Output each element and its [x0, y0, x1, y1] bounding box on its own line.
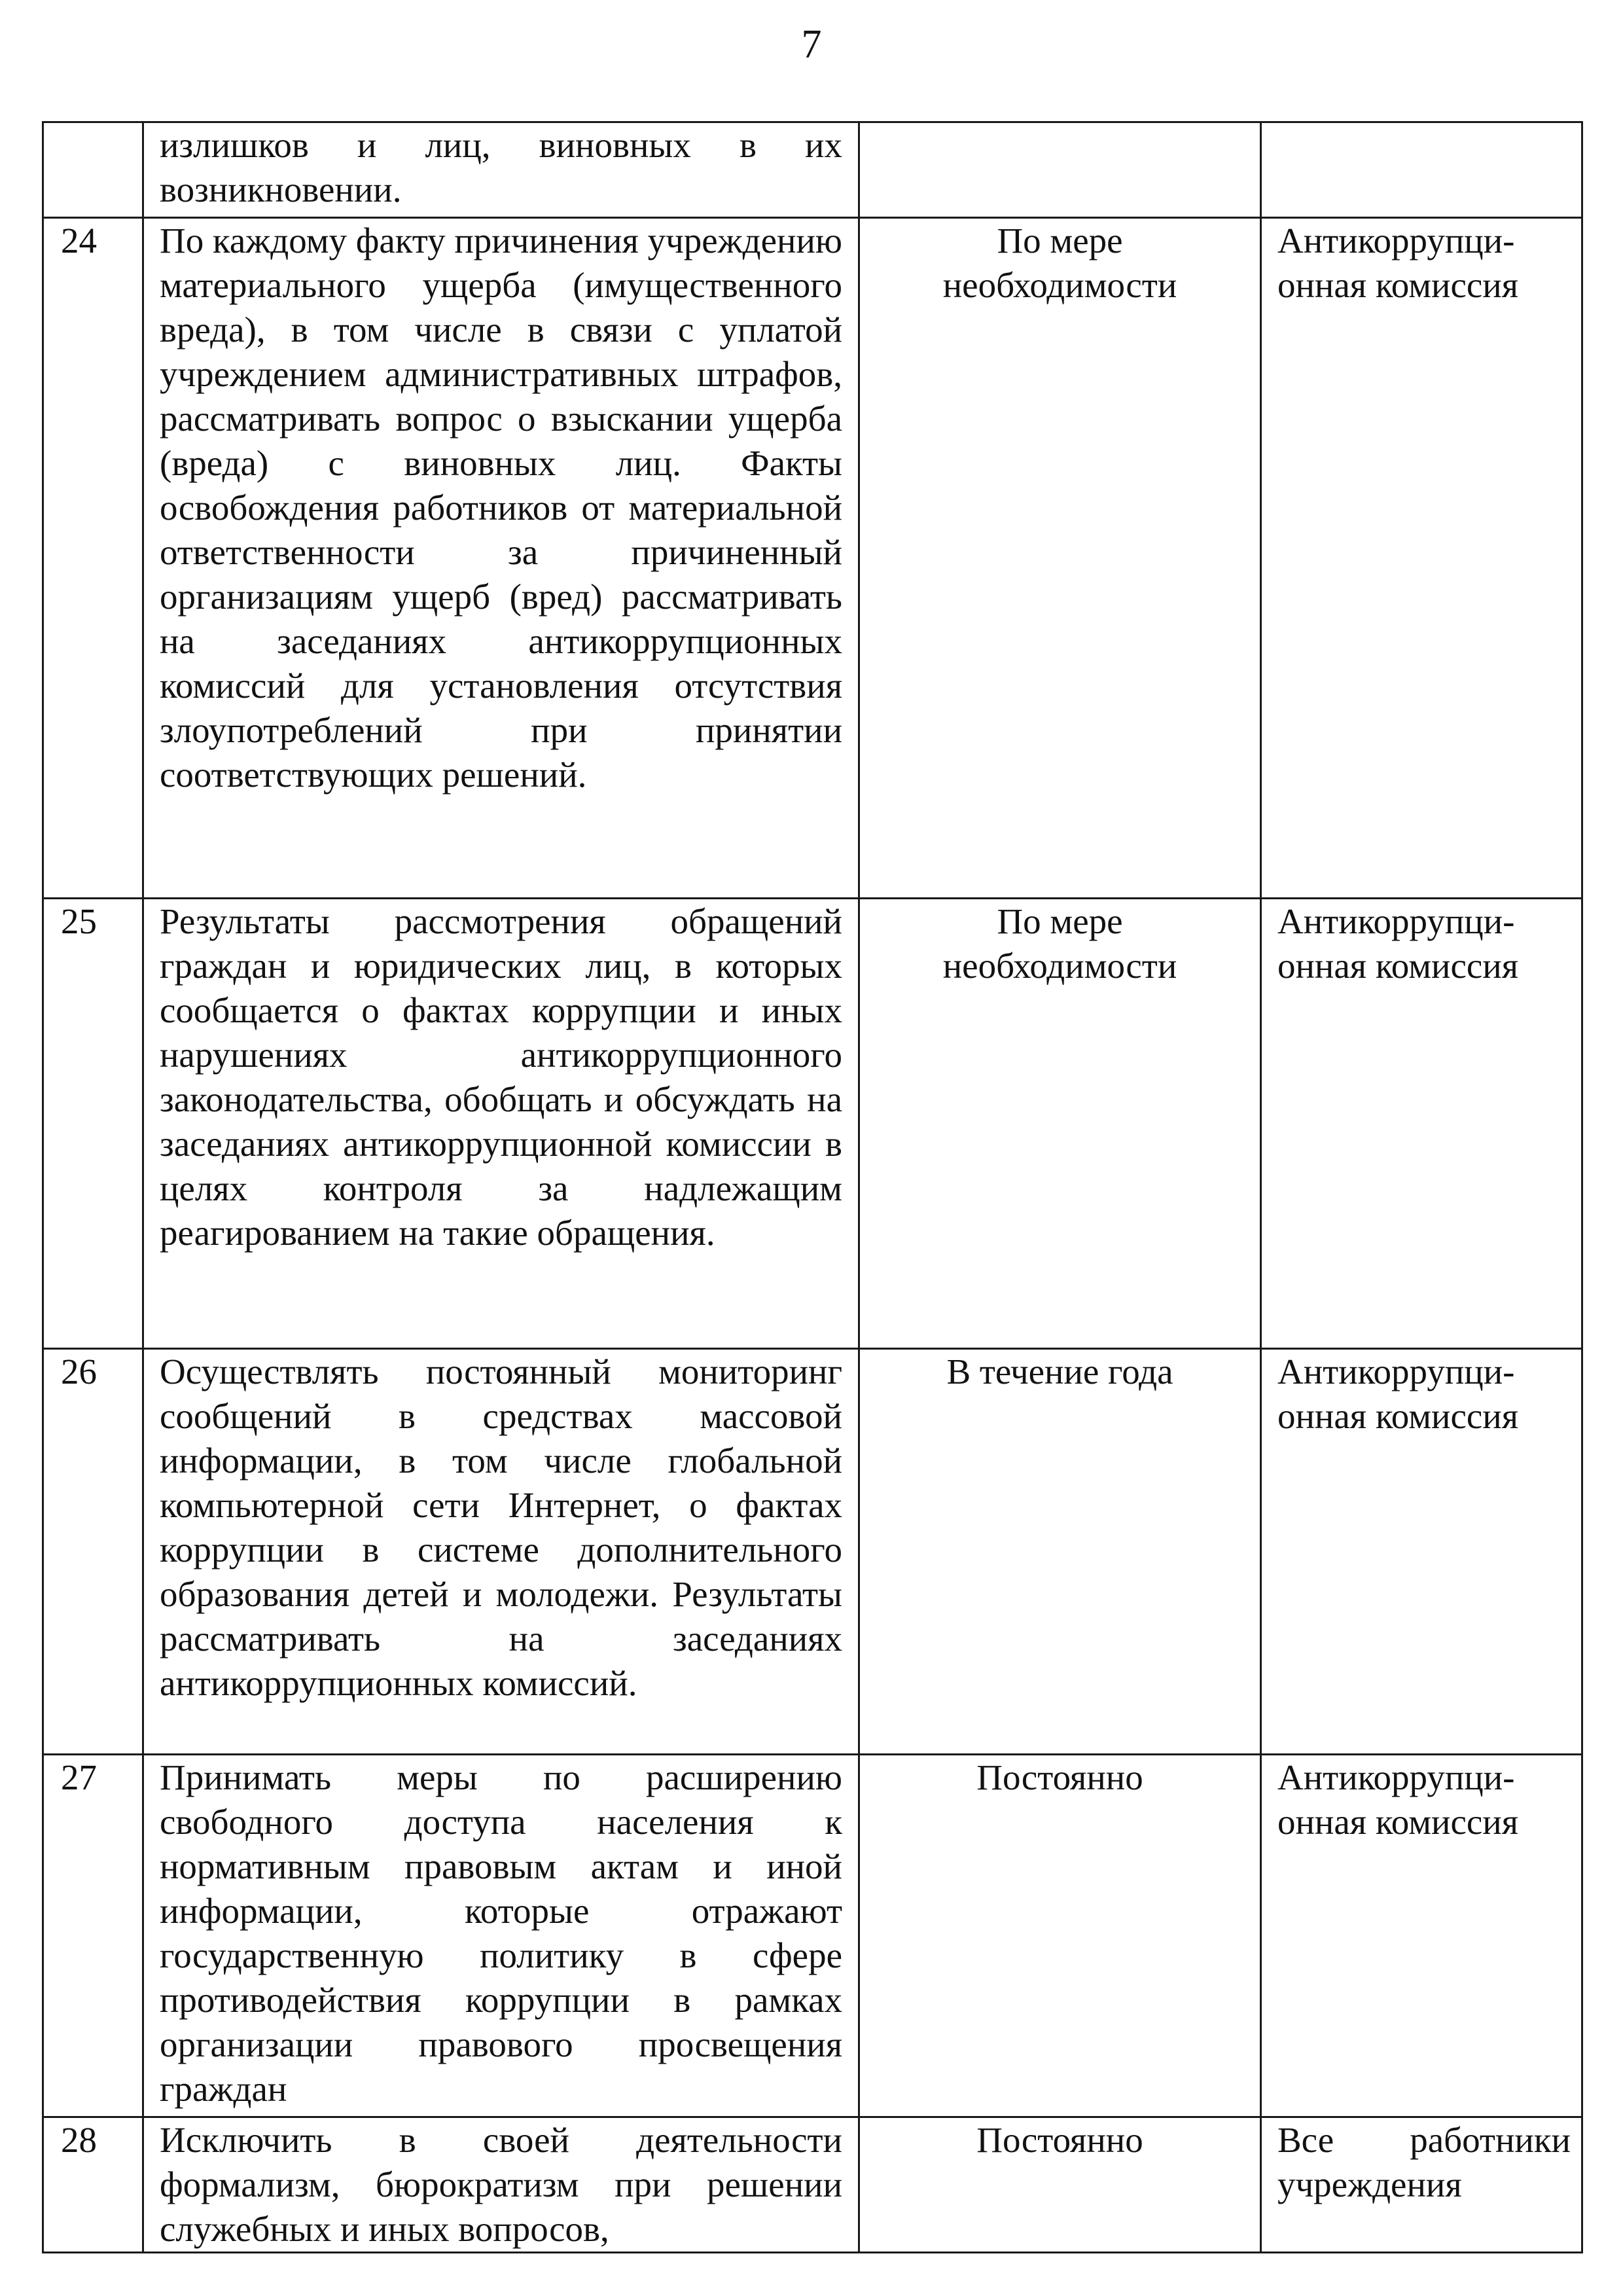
row-number: 27 — [43, 1755, 143, 2117]
table-row — [43, 899, 1582, 1349]
row-number: 25 — [43, 899, 143, 1349]
deadline-cell — [859, 122, 1261, 218]
row-number: 28 — [43, 2117, 143, 2253]
measure-text: излишков и лиц, виновных в их возникновении. — [143, 122, 859, 218]
row-number: 24 — [43, 218, 143, 899]
deadline-cell: Постоянно — [859, 1755, 1261, 2117]
page-number: 7 — [801, 22, 822, 67]
row-number — [43, 122, 143, 218]
deadline-cell: По мере необходимости — [859, 899, 1261, 1349]
responsible-cell: Антикоррупци- онная комиссия — [1261, 899, 1582, 1349]
table-row — [43, 122, 1582, 218]
table-row — [43, 218, 1582, 899]
responsible-cell: Все работники учреждения — [1261, 2117, 1582, 2253]
deadline-cell: Постоянно — [859, 2117, 1261, 2253]
responsible-cell: Антикоррупци- онная комиссия — [1261, 1349, 1582, 1755]
row-number: 26 — [43, 1349, 143, 1755]
measures-table — [42, 121, 1583, 2253]
measure-text: Исключить в своей деятельности формализм, бюрократизм при решении служебных и иных вопросов, — [143, 2117, 859, 2253]
table-row — [43, 2117, 1582, 2253]
measure-text: Принимать меры по расширению свободного доступа населения к нормативным правовым актам и иной информации, которые отражают государственную политику в сфере противодействия коррупции в рамках организации правового просвещения граждан — [143, 1755, 859, 2117]
responsible-cell: Антикоррупци- онная комиссия — [1261, 218, 1582, 899]
measure-text: Результаты рассмотрения обращений граждан и юридических лиц, в которых сообщается о фактах коррупции и иных нарушениях антикоррупционного законодательства, обобщать и обсуждать на заседаниях антикоррупционной комиссии в целях контроля за надлежащим реагированием на такие обращения. — [143, 899, 859, 1349]
table-row — [43, 1755, 1582, 2117]
measure-text: По каждому факту причинения учреждению материального ущерба (имущественного вреда), в том числе в связи с уплатой учреждением административных штрафов, рассматривать вопрос о взыскании ущерба (вреда) с виновных лиц. Факты освобождения работников от материальной ответственности за причиненный организациям ущерб (вред) рассматривать на заседаниях антикоррупционных комиссий для установления отсутствия злоупотреблений при принятии соответствующих решений. — [143, 218, 859, 899]
deadline-cell: В течение года — [859, 1349, 1261, 1755]
deadline-cell: По мере необходимости — [859, 218, 1261, 899]
responsible-cell: Антикоррупци- онная комиссия — [1261, 1755, 1582, 2117]
table-row — [43, 1349, 1582, 1755]
measure-text: Осуществлять постоянный мониторинг сообщений в средствах массовой информации, в том числе глобальной компьютерной сети Интернет, о фактах коррупции в системе дополнительного образования детей и молодежи. Результаты рассматривать на заседаниях антикоррупционных комиссий. — [143, 1349, 859, 1755]
responsible-cell — [1261, 122, 1582, 218]
